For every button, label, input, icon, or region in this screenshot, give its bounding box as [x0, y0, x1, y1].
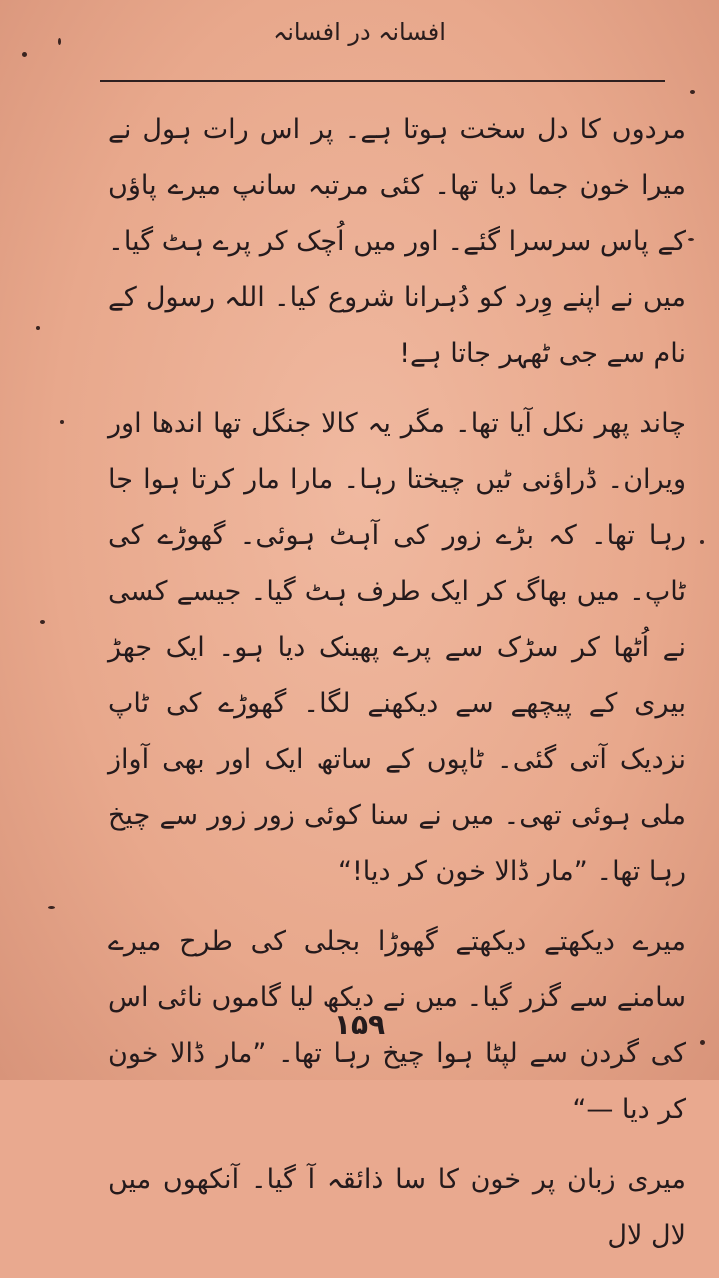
ink-speck	[22, 52, 27, 57]
ink-speck	[36, 326, 40, 330]
paragraph-2: چاند پھر نکل آیا تھا۔ مگر یہ کالا جنگل تھا اندھا اور ویران۔ ڈراؤنی ٹیں چیختا رہا۔ مارا مار کرتا ہوا جا رہا تھا۔ کہ بڑے زور کی آہٹ ہوئی۔ گھوڑے کی ٹاپ۔ میں بھاگ کر ایک طرف ہٹ گیا۔ جیسے کسی نے اُٹھا کر سڑک سے پرے پھینک دیا ہو۔ ایک جھڑ بیری کے پیچھے سے دیکھنے لگا۔ گھوڑے کی ٹاپ نزدیک آتی گئی۔ ٹاپوں کے ساتھ ایک اور بھی آواز ملی ہوئی تھی۔ میں نے سنا کوئی زور زور سے چیخ رہا تھا۔ ”مار ڈالا خون کر دیا!“	[108, 408, 686, 887]
paragraph-3: میرے دیکھتے دیکھتے گھوڑا بجلی کی طرح میرے سامنے سے گزر گیا۔ میں نے دیکھ لیا گاموں نائی اس کی گردن سے لپٹا ہوا چیخ رہا تھا۔ ”مار ڈالا خون کر دیا —“	[108, 926, 686, 1125]
paragraph-1: مردوں کا دل سخت ہوتا ہے۔ پر اس رات ہول نے میرا خون جما دیا تھا۔ کئی مرتبہ سانپ میرے پاؤں کے پاس سرسرا گئے۔ اور میں اُچک کر پرے ہٹ گیا۔ میں نے اپنے وِرد کو دُہرانا شروع کیا۔ اللہ رسول کے نام سے جی ٹھہر جاتا ہے!	[108, 114, 686, 369]
ink-speck	[700, 540, 704, 544]
paragraph-4: میری زبان پر خون کا سا ذائقہ آ گیا۔ آنکھوں میں لال لال	[108, 1164, 686, 1251]
ink-speck	[690, 90, 695, 94]
ink-speck	[40, 620, 45, 624]
body-text	[108, 102, 686, 1278]
ink-speck	[688, 238, 694, 241]
ink-speck	[48, 906, 55, 909]
page-number: ۱۵۹	[333, 1008, 386, 1041]
running-header: افسانہ در افسانہ	[273, 18, 446, 46]
ink-speck	[60, 420, 64, 424]
header-rule	[100, 80, 665, 82]
